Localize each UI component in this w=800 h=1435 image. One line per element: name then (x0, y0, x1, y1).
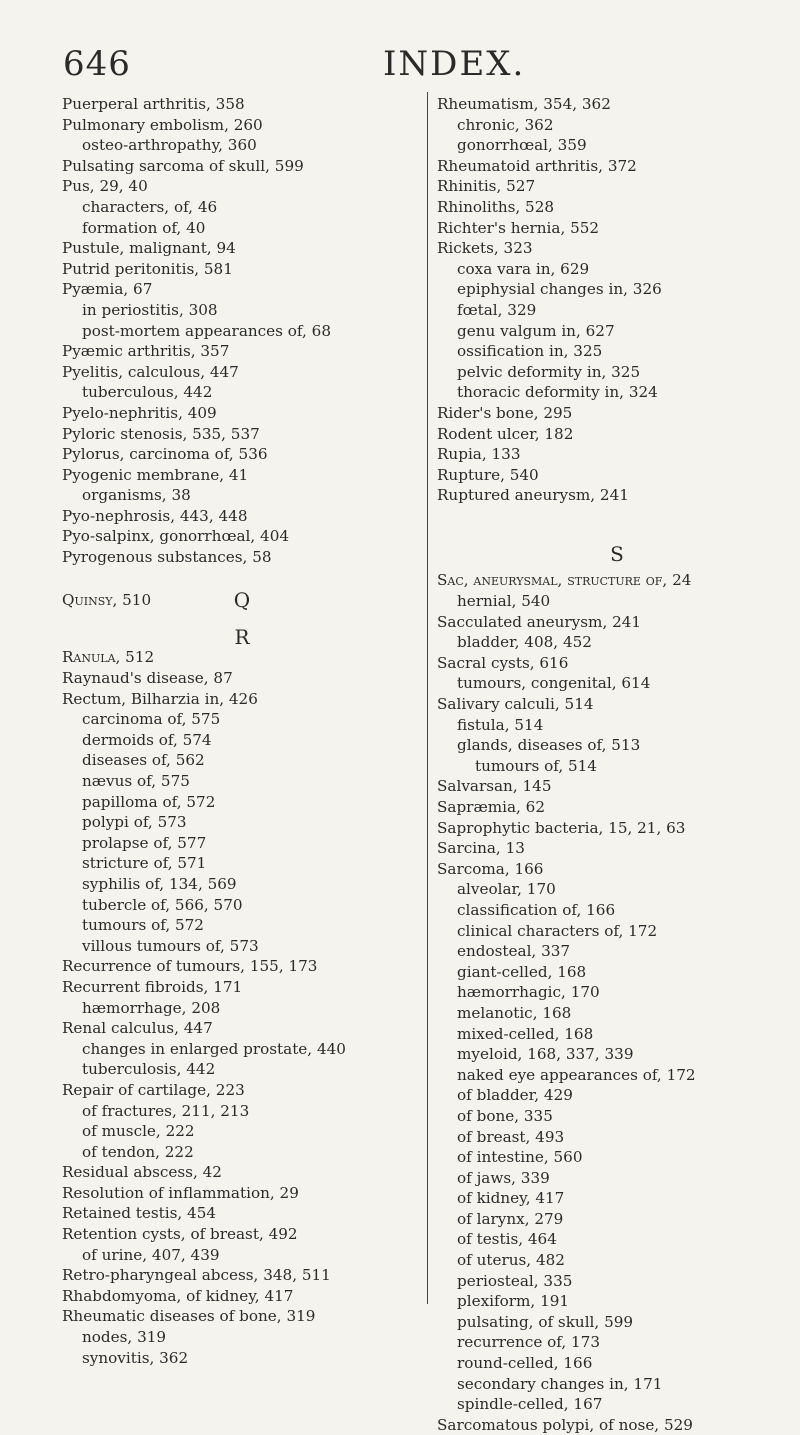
page-header (0, 38, 800, 88)
index-subentry: tubercle of, 566, 570 (82, 895, 243, 914)
index-entry: Rhinitis, 527 (437, 177, 536, 196)
index-entry: Pus, 29, 40 (62, 177, 148, 196)
index-subentry: genu valgum in, 627 (457, 321, 615, 340)
index-subentry: clinical characters of, 172 (457, 921, 658, 940)
index-entry: Resolution of inflammation, 29 (62, 1183, 299, 1202)
index-entry: Pyo-nephrosis, 443, 448 (62, 506, 248, 525)
index-subentry: fœtal, 329 (457, 300, 537, 319)
index-subentry: spindle-celled, 167 (457, 1395, 603, 1414)
column-divider (427, 92, 428, 1304)
index-subentry: stricture of, 571 (82, 854, 207, 873)
index-subentry: endosteal, 337 (457, 942, 571, 961)
index-entry: Rhinoliths, 528 (437, 197, 555, 216)
index-subentry: plexiform, 191 (457, 1292, 570, 1311)
index-subentry: giant-celled, 168 (457, 962, 587, 981)
index-entry: Sacral cysts, 616 (437, 653, 569, 672)
index-entry: Pyloric stenosis, 535, 537 (62, 424, 260, 443)
running-head: INDEX. (383, 44, 526, 84)
index-entry: Retro-pharyngeal abcess, 348, 511 (62, 1266, 331, 1285)
index-subentry: of larynx, 279 (457, 1209, 564, 1228)
section-r-continued-entries (437, 94, 797, 506)
index-subentry: periosteal, 335 (457, 1271, 573, 1290)
index-entry: Sacculated aneurysm, 241 (437, 612, 642, 631)
index-subentry: myeloid, 168, 337, 339 (457, 1045, 634, 1064)
index-subentry: carcinoma of, 575 (82, 710, 221, 729)
index-entry: Putrid peritonitis, 581 (62, 259, 233, 278)
index-entry: Pyæmia, 67 (62, 280, 153, 299)
index-entry: Rodent ulcer, 182 (437, 424, 574, 443)
index-subentry: of bone, 335 (457, 1106, 553, 1125)
index-entry: Sarcoma, 166 (437, 859, 544, 878)
index-column-right (437, 94, 797, 1435)
index-subentry: epiphysial changes in, 326 (457, 280, 662, 299)
index-entry: Saprophytic bacteria, 15, 21, 63 (437, 818, 686, 837)
index-entry: Salivary calculi, 514 (437, 695, 594, 714)
index-subentry: characters, of, 46 (82, 197, 218, 216)
index-subentry: melanotic, 168 (457, 1003, 572, 1022)
index-subentry: dermoids of, 574 (82, 730, 212, 749)
index-subentry: tuberculous, 442 (82, 383, 213, 402)
index-subentry: tumours of, 572 (82, 916, 204, 935)
index-subentry: alveolar, 170 (457, 880, 556, 899)
index-entry: Pyo-salpinx, gonorrhœal, 404 (62, 527, 290, 546)
index-entry: Rickets, 323 (437, 239, 533, 258)
index-subentry: of bladder, 429 (457, 1086, 573, 1105)
index-entry: Pyogenic membrane, 41 (62, 465, 249, 484)
index-subentry: nodes, 319 (82, 1328, 167, 1347)
index-entry: Pyrogenous substances, 58 (62, 548, 272, 567)
index-entry: Sarcomatous polypi, of nose, 529 (437, 1415, 693, 1434)
index-subentry: thoracic deformity in, 324 (457, 383, 658, 402)
index-entry: Rhabdomyoma, of kidney, 417 (62, 1286, 294, 1305)
index-entry: Rheumatoid arthritis, 372 (437, 156, 637, 175)
index-subentry: classification of, 166 (457, 900, 616, 919)
index-subentry: changes in enlarged prostate, 440 (82, 1039, 346, 1058)
index-subentry: ossification in, 325 (457, 342, 603, 361)
index-entry: Rheumatism, 354, 362 (437, 95, 611, 113)
index-subentry: of tendon, 222 (82, 1142, 194, 1161)
index-subentry: polypi of, 573 (82, 813, 187, 832)
index-subentry: chronic, 362 (457, 115, 554, 134)
index-subentry: coxa vara in, 629 (457, 259, 590, 278)
index-entry: Rheumatic diseases of bone, 319 (62, 1307, 316, 1326)
index-entry: Pulmonary embolism, 260 (62, 115, 263, 134)
index-entry: Renal calculus, 447 (62, 1019, 213, 1038)
index-subentry: of kidney, 417 (457, 1189, 565, 1208)
page-number: 646 (63, 44, 131, 84)
index-entry-quinsy: Quinsy, 510 (62, 591, 152, 610)
index-entry: Sarcina, 13 (437, 839, 525, 858)
index-entry: Pustule, malignant, 94 (62, 239, 236, 258)
index-subentry: recurrence of, 173 (457, 1333, 601, 1352)
index-subentry: villous tumours of, 573 (82, 936, 259, 955)
index-entry: Sac, aneurysmal, structure of, 24 (437, 571, 692, 590)
index-entry: Pyæmic arthritis, 357 (62, 342, 230, 361)
index-entry: Rider's bone, 295 (437, 403, 573, 422)
index-subentry: of jaws, 339 (457, 1168, 550, 1187)
index-subentry: hæmorrhage, 208 (82, 998, 221, 1017)
index-entry: Rupia, 133 (437, 445, 521, 464)
index-entry: Repair of cartilage, 223 (62, 1080, 245, 1099)
index-entry: Ruptured aneurysm, 241 (437, 486, 629, 505)
section-letter-q: Q (233, 587, 251, 612)
index-entry: Rupture, 540 (437, 465, 539, 484)
index-subentry: glands, diseases of, 513 (457, 736, 641, 755)
index-subentry: gonorrhœal, 359 (457, 136, 587, 155)
index-entry: Pyelitis, calculous, 447 (62, 362, 239, 381)
index-subentry: tumours of, 514 (475, 756, 597, 775)
index-subentry: post-mortem appearances of, 68 (82, 321, 331, 340)
section-p-entries (62, 94, 422, 568)
index-subentry: of uterus, 482 (457, 1251, 565, 1270)
index-entry: Richter's hernia, 552 (437, 218, 600, 237)
index-subentry: of fractures, 211, 213 (82, 1101, 250, 1120)
index-entry: Recurrent fibroids, 171 (62, 977, 243, 996)
index-subentry: hæmorrhagic, 170 (457, 983, 600, 1002)
index-subentry: naked eye appearances of, 172 (457, 1065, 696, 1084)
index-subentry: bladder, 408, 452 (457, 633, 592, 652)
section-letter-r: R (234, 624, 250, 649)
index-subentry: of breast, 493 (457, 1127, 565, 1146)
index-entry: Ranula, 512 (62, 648, 155, 667)
index-entry: Recurrence of tumours, 155, 173 (62, 957, 318, 976)
index-subentry: of intestine, 560 (457, 1148, 583, 1167)
index-subentry: prolapse of, 577 (82, 833, 207, 852)
index-column-left (62, 94, 422, 1368)
index-subentry: organisms, 38 (82, 486, 191, 505)
index-subentry: of urine, 407, 439 (82, 1245, 220, 1264)
index-subentry: papilloma of, 572 (82, 792, 216, 811)
section-r-entries (62, 647, 422, 1368)
index-subentry: pelvic deformity in, 325 (457, 362, 641, 381)
index-entry: Salvarsan, 145 (437, 777, 552, 796)
index-subentry: osteo-arthropathy, 360 (82, 136, 257, 155)
index-subentry: nævus of, 575 (82, 772, 190, 790)
index-subentry: tumours, congenital, 614 (457, 674, 651, 693)
index-entry: Rectum, Bilharzia in, 426 (62, 689, 258, 708)
index-subentry: synovitis, 362 (82, 1348, 189, 1367)
index-subentry: in periostitis, 308 (82, 300, 218, 319)
index-entry: Puerperal arthritis, 358 (62, 95, 245, 113)
index-entry: Retained testis, 454 (62, 1204, 217, 1223)
index-subentry: mixed-celled, 168 (457, 1024, 594, 1043)
index-subentry: round-celled, 166 (457, 1354, 593, 1373)
section-s-entries (437, 570, 797, 1435)
index-subentry: tuberculosis, 442 (82, 1060, 216, 1079)
index-entry: Retention cysts, of breast, 492 (62, 1225, 298, 1244)
index-subentry: pulsating, of skull, 599 (457, 1312, 634, 1331)
index-subentry: secondary changes in, 171 (457, 1374, 663, 1393)
index-entry: Pylorus, carcinoma of, 536 (62, 445, 268, 464)
index-entry: Sapræmia, 62 (437, 798, 546, 816)
section-letter-s: S (610, 541, 624, 566)
index-subentry: syphilis of, 134, 569 (82, 874, 237, 893)
index-entry: Raynaud's disease, 87 (62, 669, 233, 688)
index-entry: Pyelo-nephritis, 409 (62, 403, 217, 422)
index-subentry: formation of, 40 (82, 218, 206, 237)
index-entry: Residual abscess, 42 (62, 1163, 222, 1182)
index-subentry: of muscle, 222 (82, 1122, 195, 1141)
index-subentry: hernial, 540 (457, 592, 551, 611)
index-entry: Pulsating sarcoma of skull, 599 (62, 156, 304, 175)
index-subentry: fistula, 514 (457, 715, 544, 734)
index-subentry: diseases of, 562 (82, 751, 205, 770)
index-subentry: of testis, 464 (457, 1230, 557, 1249)
